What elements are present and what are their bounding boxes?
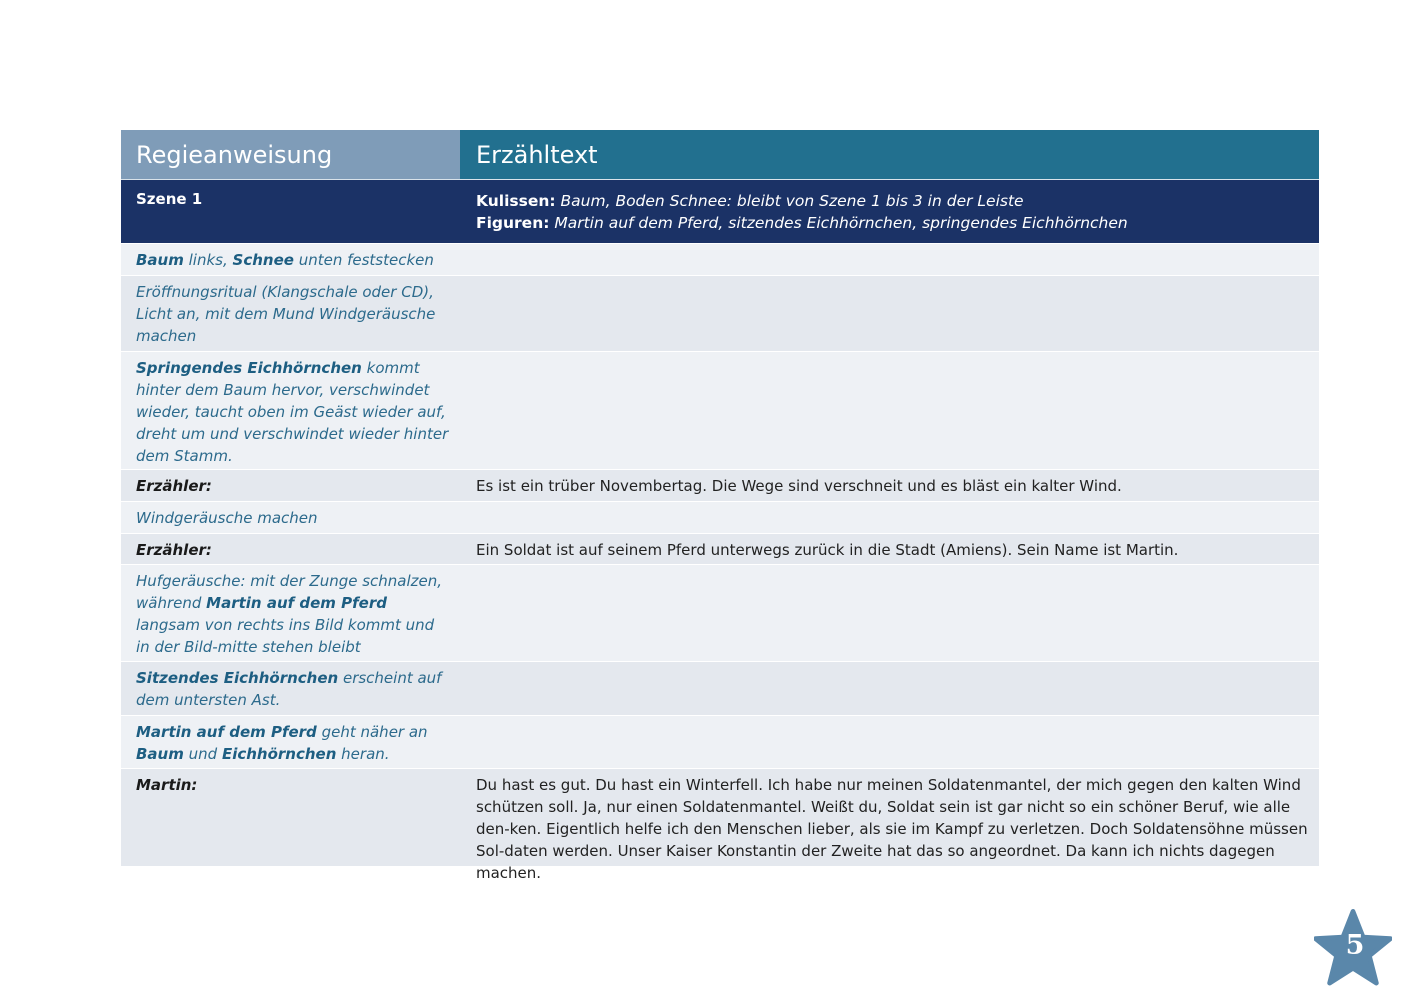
- prop-name: Schnee: [232, 251, 294, 269]
- scene-info: [460, 180, 1319, 243]
- prop-name: Martin auf dem Pferd: [206, 594, 387, 612]
- prop-name: Baum: [136, 251, 184, 269]
- table-row: [121, 661, 1319, 715]
- direction-cell: [121, 244, 460, 275]
- table-row: [121, 351, 1319, 469]
- direction-text: und: [183, 745, 222, 763]
- prop-name: Sitzendes Eichhörnchen: [136, 669, 339, 687]
- narration-cell: Es ist ein trüber Novembertag. Die Wege sind verschneit und es bläst ein kalter Wind.: [476, 477, 1122, 495]
- figuren-label: Figuren:: [476, 214, 550, 232]
- table-row: [121, 533, 1319, 564]
- table-row: [121, 243, 1319, 275]
- figuren-text: Martin auf dem Pferd, sitzendes Eichhörnchen, springendes Eichhörnchen: [549, 214, 1128, 232]
- narration-cell: [460, 662, 1319, 715]
- prop-name: Baum: [136, 745, 184, 763]
- direction-text: heran.: [336, 745, 390, 763]
- prop-name: Springendes Eichhörnchen: [136, 359, 362, 377]
- kulissen-text: Baum, Boden Schnee: bleibt von Szene 1 bis 3 in der Leiste: [555, 192, 1024, 210]
- speaker-cell: Erzähler:: [136, 541, 212, 559]
- direction-text: kommt hinter dem Baum hervor, verschwindet wieder, taucht oben im Geäst wieder auf, dreht um und verschwindet wieder hinter dem Stamm.: [136, 359, 449, 465]
- direction-text: links,: [183, 251, 233, 269]
- direction-text: erscheint auf dem untersten Ast.: [136, 669, 442, 709]
- direction-cell: [121, 352, 460, 469]
- narration-cell: [460, 352, 1319, 469]
- scene-row: [121, 179, 1319, 243]
- page-number: 5: [1345, 930, 1365, 961]
- table-header: [121, 130, 1319, 179]
- table-row: [121, 715, 1319, 768]
- direction-text: Hufgeräusche: mit der Zunge schnalzen, während: [136, 572, 443, 612]
- direction-cell: [121, 662, 460, 715]
- table-row: [121, 768, 1319, 882]
- narration-cell: [460, 244, 1319, 275]
- direction-text: geht näher an: [316, 723, 428, 741]
- direction-cell: Eröffnungsritual (Klangschale oder CD), Licht an, mit dem Mund Windgeräusche machen: [136, 283, 436, 345]
- speaker-cell: Erzähler:: [136, 477, 212, 495]
- narration-cell: Ein Soldat ist auf seinem Pferd unterwegs zurück in die Stadt (Amiens). Sein Name ist Martin.: [476, 541, 1179, 559]
- direction-cell: [121, 716, 460, 768]
- direction-text: langsam von rechts ins Bild kommt und in der Bild-mitte stehen bleibt: [136, 616, 435, 656]
- prop-name: Eichhörnchen: [221, 745, 337, 763]
- figuren-line: [476, 212, 1319, 234]
- script-table: [121, 130, 1319, 882]
- header-erzaehltext: Erzähltext: [460, 130, 1319, 179]
- narration-cell: [460, 565, 1319, 661]
- prop-name: Martin auf dem Pferd: [136, 723, 317, 741]
- table-row: [121, 501, 1319, 533]
- table-row: [121, 564, 1319, 661]
- header-regieanweisung: Regieanweisung: [121, 130, 460, 179]
- narration-cell: [460, 276, 1319, 351]
- table-row: [121, 275, 1319, 351]
- kulissen-line: [476, 190, 1319, 212]
- direction-text: unten feststecken: [293, 251, 434, 269]
- table-row: [121, 469, 1319, 501]
- narration-cell: [460, 502, 1319, 533]
- narration-cell: [460, 716, 1319, 768]
- scene-title: Szene 1: [136, 190, 203, 208]
- direction-cell: [121, 565, 460, 661]
- speaker-cell: Martin:: [136, 776, 198, 794]
- kulissen-label: Kulissen:: [476, 192, 556, 210]
- narration-cell: Du hast es gut. Du hast ein Winterfell. Ich habe nur meinen Soldatenmantel, der mich gegen den kalten Wind schützen soll. Ja, nur einen Soldatenmantel. Weißt du, Soldat sein ist gar nicht so ein schöner Beruf, wie alle den-ken. Eigentlich helfe ich den Menschen lieber, als sie im Kampf zu verletzen. Doch Soldatensöhne müssen Sol-daten werden. Unser Kaiser Konstantin der Zweite hat das so angeordnet. Da kann ich nichts dagegen machen.: [476, 776, 1308, 882]
- direction-cell: Windgeräusche machen: [136, 509, 318, 527]
